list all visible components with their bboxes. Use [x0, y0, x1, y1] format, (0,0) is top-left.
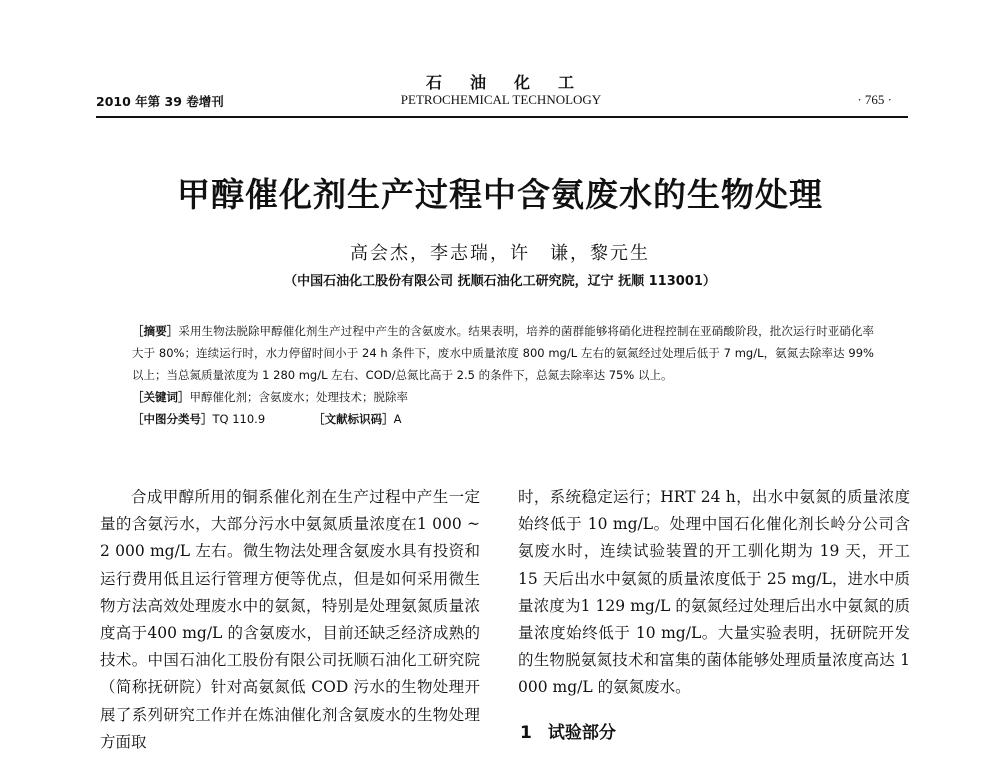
abstract [132, 320, 874, 386]
running-header [96, 92, 906, 112]
journal-name-english: PETROCHEMICAL TECHNOLOGY [400, 92, 602, 107]
page-number: · 765 · [857, 92, 892, 107]
section-title: 试验部分 [547, 723, 616, 743]
body-paragraph: 合成甲醇所用的铜系催化剂在生产过程中产生一定量的含氨污水，大部分污水中氨氮质量浓度在1 000 ~ 2 000 mg/L 左右。微生物法处理含氨废水具有投资和运行费用低且运行管理方便等优点，但是如何采用微生物方法高效处理废水中的氨氮，特别是处理氨氮质量浓度高于400 mg/L 的含氨废水，目前还缺乏经济成熟的技术。中国石油化工股份有限公司抚顺石油化工研究院（简称抚研院）针对高氨氮低 COD 污水的生物处理开展了系列研究工作并在炼油催化剂含氨废水的生物处理方面取 [100, 488, 480, 751]
body-left-column [100, 484, 480, 756]
section-heading [520, 718, 616, 743]
journal-char: 工 [558, 73, 575, 92]
keywords: 甲醇催化剂；含氨废水；处理技术；脱除率 [189, 390, 408, 404]
header-rule [96, 116, 908, 118]
issue-info: 2010 年第 39 卷增刊 [96, 94, 224, 109]
journal-char: 油 [469, 73, 486, 92]
keywords-line [132, 386, 874, 408]
author-affiliation: （中国石油化工股份有限公司 抚顺石油化工研究院，辽宁 抚顺 113001） [284, 274, 716, 289]
doc-code: A [393, 412, 402, 426]
clc-code: TQ 110.9 [212, 412, 266, 426]
journal-char: 化 [514, 73, 531, 92]
clc-label: ［中图分类号］ [132, 412, 213, 426]
abstract-block [132, 320, 874, 430]
body-right-column [518, 484, 910, 702]
abstract-label: ［摘要］ [132, 324, 179, 338]
keywords-label: ［关键词］ [132, 390, 190, 404]
abstract-text: 采用生物法脱除甲醇催化剂生产过程中产生的含氨废水。结果表明，培养的菌群能够将硝化进程控制在亚硝酸阶段，批次运行时亚硝化率大于 80%；连续运行时，水力停留时间小于 24 h 条件下，废水中质量浓度 800 mg/L 左右的氨氮经过处理后低于 7 mg/L，氨氮去除率达 99% 以上；当总氮质量浓度为 1 280 mg/L 左右、COD/总氮比高于 2.5 的条件下，总氮去除率达 75% 以上。 [132, 324, 875, 382]
article-title: 甲醇催化剂生产过程中含氨废水的生物处理 [177, 175, 823, 214]
journal-char: 石 [425, 73, 442, 92]
classification-line [132, 408, 874, 430]
article-authors: 高会杰，李志瑞，许 谦，黎元生 [350, 243, 650, 264]
body-paragraph: 时，系统稳定运行；HRT 24 h，出水中氨氮的质量浓度始终低于 10 mg/L。处理中国石化催化剂长岭分公司含氨废水时，连续试验装置的开工驯化期为 19 天，开工 15 天后出水中氨氮的质量浓度低于 25 mg/L，进水中质量浓度为1 129 mg/L 的氨氮经过处理后出水中氨氮的质量浓度始终低于 10 mg/L。大量实验表明，抚研院开发的生物脱氨氮技术和富集的菌体能够处理质量浓度高达 1 000 mg/L 的氨氮废水。 [518, 488, 910, 697]
doc-code-label: ［文献标识码］ [313, 412, 394, 426]
journal-name-chinese [0, 70, 1000, 93]
section-number: 1 [520, 723, 532, 743]
